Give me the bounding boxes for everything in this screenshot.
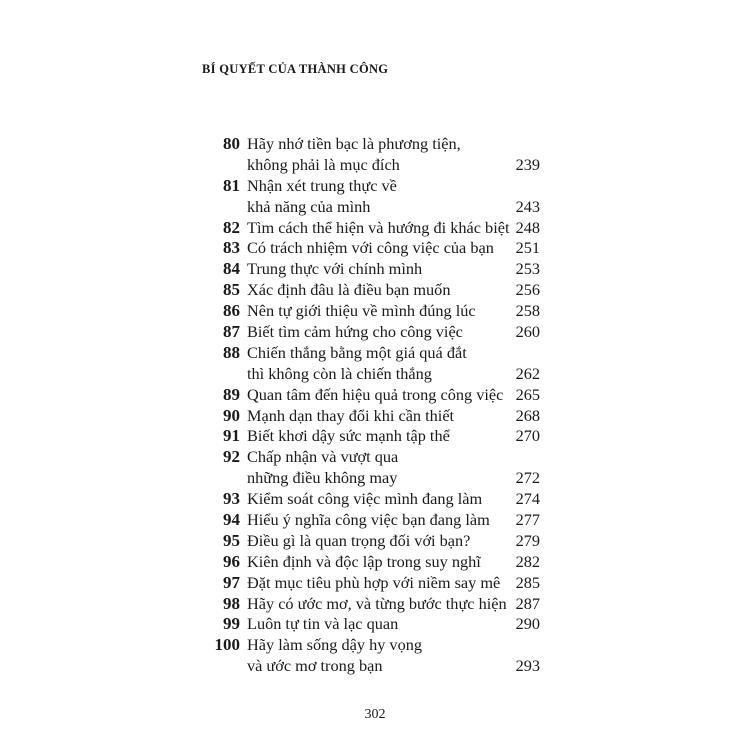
toc-entry-line bbox=[196, 635, 546, 656]
toc-entry-line bbox=[196, 531, 546, 552]
toc-entry-title: Kiên định và độc lập trong suy nghĩ bbox=[247, 551, 481, 571]
toc-entry bbox=[196, 280, 546, 301]
toc-entry-title: Hiểu ý nghĩa công việc bạn đang làm bbox=[247, 510, 490, 530]
toc-entry-title: Biết tìm cảm hứng cho công việc bbox=[247, 322, 463, 342]
toc-entry-line bbox=[196, 489, 546, 510]
toc-entry bbox=[196, 614, 546, 635]
toc-entry bbox=[196, 301, 546, 322]
toc-entry-line bbox=[196, 259, 546, 280]
toc-entry-number: 82 bbox=[223, 217, 240, 237]
toc-entry-title: Luôn tự tin và lạc quan bbox=[247, 614, 399, 634]
toc-entry bbox=[196, 510, 546, 531]
toc-entry-page: 258 bbox=[515, 301, 540, 321]
toc-entry-line bbox=[196, 426, 546, 447]
toc-entry-title: Biết khơi dậy sức mạnh tập thể bbox=[247, 426, 450, 446]
toc-entry-title: Đặt mục tiêu phù hợp với niềm say mê bbox=[247, 572, 501, 592]
toc-entry bbox=[196, 594, 546, 615]
page-number: 302 bbox=[364, 707, 386, 722]
toc-entry-line bbox=[196, 510, 546, 531]
toc-entry-page: 243 bbox=[515, 196, 540, 216]
toc-entry-number: 100 bbox=[214, 635, 240, 655]
toc-entry-page: 268 bbox=[515, 405, 540, 425]
toc-entry-number: 99 bbox=[223, 614, 240, 634]
toc-entry-line bbox=[196, 197, 546, 218]
toc-entry-title: Có trách nhiệm với công việc của bạn bbox=[247, 238, 494, 258]
toc-entry-title: Hãy nhớ tiền bạc là phương tiện, bbox=[247, 134, 461, 153]
toc-entry-page: 272 bbox=[515, 468, 540, 488]
toc-entry-number: 92 bbox=[223, 447, 240, 467]
running-header: BÍ QUYẾT CỦA THÀNH CÔNG bbox=[202, 62, 389, 76]
toc-entry-line bbox=[196, 343, 546, 364]
toc-entry-page: 277 bbox=[515, 510, 540, 530]
toc-entry-number: 80 bbox=[223, 134, 240, 153]
toc-entry-title: Kiểm soát công việc mình đang làm bbox=[247, 489, 483, 509]
toc-entry-line bbox=[196, 614, 546, 635]
toc-entry-title: Hãy làm sống dậy hy vọng bbox=[247, 635, 422, 655]
toc-entry-number: 83 bbox=[223, 238, 240, 258]
toc-entry-line bbox=[196, 238, 546, 259]
toc-entry bbox=[196, 573, 546, 594]
toc-entry-number: 91 bbox=[223, 426, 240, 446]
toc-entry-line bbox=[196, 134, 546, 155]
toc-entry-number: 95 bbox=[223, 530, 240, 550]
toc-entry-page: 251 bbox=[515, 238, 540, 258]
toc-entry bbox=[196, 447, 546, 489]
toc-entry-page: 274 bbox=[515, 489, 540, 509]
toc-entry-page: 239 bbox=[515, 154, 540, 174]
toc-entry-title: Nhận xét trung thực về bbox=[247, 175, 397, 195]
toc-entry-line bbox=[196, 468, 546, 489]
toc-entry-title: Nên tự giới thiệu về mình đúng lúc bbox=[247, 301, 476, 321]
toc-entry-number: 90 bbox=[223, 405, 240, 425]
toc-entry-line bbox=[196, 656, 546, 677]
toc-entry bbox=[196, 176, 546, 218]
toc-entry-page: 279 bbox=[515, 530, 540, 550]
toc-entry-line bbox=[196, 280, 546, 301]
toc-entry-line bbox=[196, 385, 546, 406]
toc-entry-page: 253 bbox=[515, 259, 540, 279]
toc-entry-line bbox=[196, 176, 546, 197]
toc-entry-title: Quan tâm đến hiệu quả trong công việc bbox=[247, 384, 504, 404]
toc-entry-title: Mạnh dạn thay đổi khi cần thiết bbox=[247, 405, 455, 425]
toc-entry-page: 260 bbox=[515, 322, 540, 342]
toc-entry-number: 97 bbox=[223, 572, 240, 592]
toc-entry-title: những điều không may bbox=[247, 468, 398, 488]
toc-entry bbox=[196, 385, 546, 406]
toc-entry-title: khả năng của mình bbox=[247, 196, 371, 216]
toc-entry-line bbox=[196, 573, 546, 594]
toc-entry-line bbox=[196, 447, 546, 468]
toc-entry-number: 96 bbox=[223, 551, 240, 571]
toc-entry-line bbox=[196, 364, 546, 385]
toc-entry-title: Trung thực với chính mình bbox=[247, 259, 423, 279]
toc-entry bbox=[196, 322, 546, 343]
toc-entry-title: Chấp nhận và vượt qua bbox=[247, 447, 399, 467]
toc-entry-number: 84 bbox=[223, 259, 240, 279]
table-of-contents bbox=[196, 134, 546, 677]
toc-entry-number: 85 bbox=[223, 280, 240, 300]
toc-entry-page: 290 bbox=[515, 614, 540, 634]
toc-entry-line bbox=[196, 406, 546, 427]
toc-entry-page: 282 bbox=[515, 551, 540, 571]
toc-entry-page: 265 bbox=[515, 384, 540, 404]
toc-entry-title: không phải là mục đích bbox=[247, 154, 400, 174]
toc-entry-page: 256 bbox=[515, 280, 540, 300]
toc-entry bbox=[196, 238, 546, 259]
toc-entry bbox=[196, 552, 546, 573]
toc-entry-line bbox=[196, 552, 546, 573]
toc-entry-line bbox=[196, 322, 546, 343]
toc-entry-line bbox=[196, 155, 546, 176]
toc-entry bbox=[196, 426, 546, 447]
toc-entry-number: 88 bbox=[223, 342, 240, 362]
toc-entry-page: 287 bbox=[515, 593, 540, 613]
toc-entry-title: Tìm cách thể hiện và hướng đi khác biệt bbox=[247, 217, 510, 237]
toc-entry-number: 98 bbox=[223, 593, 240, 613]
toc-entry-title: Hãy có ước mơ, và từng bước thực hiện bbox=[247, 593, 507, 613]
toc-entry bbox=[196, 531, 546, 552]
toc-entry-number: 87 bbox=[223, 322, 240, 342]
toc-entry-title: và ước mơ trong bạn bbox=[247, 656, 383, 676]
toc-entry bbox=[196, 406, 546, 427]
toc-entry-title: thì không còn là chiến thắng bbox=[247, 363, 432, 383]
toc-entry-title: Chiến thắng bằng một giá quá đắt bbox=[247, 342, 467, 362]
toc-entry-line bbox=[196, 301, 546, 322]
toc-entry-number: 94 bbox=[223, 510, 240, 530]
toc-entry-page: 248 bbox=[515, 217, 540, 237]
toc-entry bbox=[196, 343, 546, 385]
toc-entry-title: Xác định đâu là điều bạn muốn bbox=[247, 280, 451, 300]
toc-entry-page: 285 bbox=[515, 572, 540, 592]
toc-entry-line bbox=[196, 594, 546, 615]
toc-entry-page: 262 bbox=[515, 363, 540, 383]
toc-entry-number: 81 bbox=[223, 175, 240, 195]
toc-entry bbox=[196, 218, 546, 239]
toc-entry-page: 293 bbox=[515, 656, 540, 676]
toc-entry-number: 86 bbox=[223, 301, 240, 321]
toc-entry-number: 93 bbox=[223, 489, 240, 509]
toc-entry bbox=[196, 489, 546, 510]
toc-entry-page: 270 bbox=[515, 426, 540, 446]
toc-entry-title: Điều gì là quan trọng đối với bạn? bbox=[247, 530, 471, 550]
toc-entry bbox=[196, 134, 546, 176]
toc-entry bbox=[196, 259, 546, 280]
toc-entry-number: 89 bbox=[223, 384, 240, 404]
toc-entry bbox=[196, 635, 546, 677]
toc-entry-line bbox=[196, 218, 546, 239]
